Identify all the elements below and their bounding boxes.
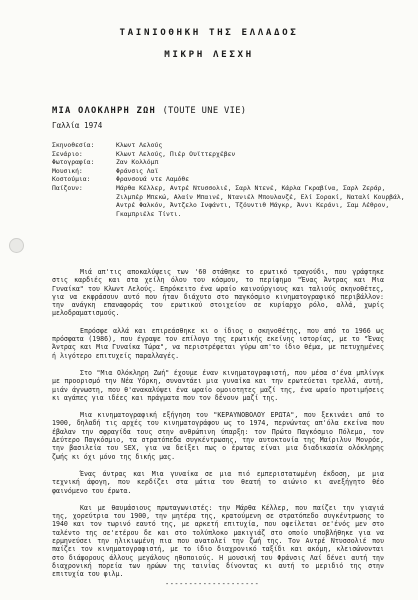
film-original-title: (TOUTE UNE VIE) bbox=[162, 106, 247, 116]
credit-role: Σκηνοθεσία: bbox=[52, 141, 95, 149]
credit-row bbox=[52, 184, 416, 218]
credit-value: Μάρθα Κέλλερ, Αντρέ Ντυσσολιέ, Σαρλ Ντενέ, Κάρλα Γκραβίνα, Σαρλ Ζεράρ, Ζιλμπέρ Μπεκώ, Αλαίν Μπαινέ, Ντανιέλ Μπουλανζέ, Ελί Σορακί, Ναταλί Κουρβάλ, Αντρέ Φαλκόν, Άντζελο Ινφάντι, Τζόυντιθ Μάγκρ, Άννι Κεράνι, Σαμ Λέθρον, Γκαμπριέλε Τίντι. bbox=[116, 183, 405, 218]
credit-value: Φράνσις Λαϊ bbox=[116, 166, 159, 175]
punch-hole bbox=[9, 238, 24, 253]
paragraph: Και με θαυμάσιους πρωταγωνιστές: την Μάρθα Κέλλερ, που παίζει την γιαγιά της, χορεύτρια του 1900, την μητέρα της, κρατούμενη σε στρατόπεδο συγκέντρωσης το 1940 και τον τωρινό εαυτό της, με αρκετή επιτυχία, που οφείλεται σε'ένός μεν στο ταλέντο της σε'ετέρου δε και στο τολύπλοκο μακιγιάζ στο οποίο υποβλήθηκε για να ερμηνεύσει την ηλικιωμένη πια που ανατολεί την ζωή της. Τον Αντρέ Ντυσσολιέ που παίζει τον κινηματογραφιστή, με το ίδιο διαχρονικό ταξίδι και ακόμη, κλεισώνονται στο διάφορους άλλους μεγάλους ηθοποιούς. Η μουσική του Φράνσις Λαί δένει αυτή την διαχρονική πορεία των ηρώων της ταινίας δίνοντας κι αυτή το μεριδιό της στην επιτυχία του φιλμ. bbox=[52, 503, 384, 579]
paragraph: Μιά απ'τις αποκαλύψεις των '60 στάθηκε το ερωτικό τραγούδι, που γράφτηκε στις καρδιές και στα χείλη όλου του κόσμου, το περίφημο "Ένας Άντρας και Μια Γυναίκα" του Κλωντ Λελούς. Επρόκειτο ένα ωραίο καινούργιους και ταλιούς σκηνοθέτες, για να εκφράσουν αυτό που ήταν διάχυτο στο παγκόσμιο κινηματογραφικό περιβάλλον: την ανάγκη επαναφοράς του ερωτικού στοιχείου σε κυρίαρχο ρόλο, αλλά, χωρίς μελοδραματισμούς. bbox=[52, 268, 384, 318]
credit-value: Κλωντ Λελούς bbox=[116, 141, 163, 149]
credits-block bbox=[52, 141, 416, 218]
paragraph: Επρόσφε αλλά και επιρεάσθηκε κι ο ίδιος ο σκηνοθέτης, που από το 1966 ως πρόσφατα (1986), που έγραψε τον επίλογο της ερωτικής εκείνης ιστορίας, με το "Ένας Άντρας και Μια Γυναίκα Τώρα", να περιστρέφεται γύρω απ'το ίδιο θέμα, με πετυχημένες ή λιγότερο επιτυχείς παραλλαγές. bbox=[52, 326, 384, 360]
credit-value: Φρανσουά ντε Λαμόθε bbox=[116, 175, 190, 184]
header-line-1: ΤΑΙΝΙΟΘΗΚΗ ΤΗΣ ΕΛΛΑΔΟΣ bbox=[119, 27, 299, 38]
credit-row bbox=[52, 167, 416, 176]
credit-value: Ζαν Κολλόμπ bbox=[116, 158, 159, 167]
paragraph: Μια κινηματογραφική εξήγηση του "ΚΕΡΑΥΝΟΒΟΛΟΥ ΕΡΩΤΑ", που ξεκινάει από το 1900, δηλαδή τις αρχές του κινηματογράφου ως το 1974, περνώντας απ'όλα εκείνα που έβαλαν την σφραγίδα τους στην ανθρώπινη ύπαρξη: τον Πρώτο Παγκόσμιο Πόλεμο, τον Δεύτερο Παγκόσμιο, τα στρατόπεδα συγκέντρωσης, την αυτοκτονία της Μαίριλυν Μονρόε, την βασιλεία του SEX, για να δείξει πως ο έρωτας είναι μια διαδικασία ολόκληρης ζωής κι όχι μόνο της δικής μας. bbox=[52, 411, 384, 461]
credit-role: Σενάριο: bbox=[52, 149, 83, 158]
article-body bbox=[52, 268, 384, 588]
credit-role: Φωτογραφία: bbox=[52, 158, 95, 167]
paragraph: Ένας άντρας και Μια γυναίκα σε μια πιό εμπεριστατωμένη έκδοση, με μια τεχνική άφογη, που κερδίζει στα μάτια του θεατή το αιώνιο κι ανεξήγητο θέο φαινόμενο του έρωτα. bbox=[52, 469, 384, 495]
paragraph: Στο "Μια Ολόκληρη Ζωή" έχουμε έναν κινηματογραφιστή, που μέσα σ'ένα μπλίνγκ με προορισμό την Νέα Υόρκη, συναντάει μια γυναίκα και την ερωτεύεται τρελλά, αυτή, μιάν άγνωστη, που θ'ανακαλύψει ένα ωραίο ομοιοτητες μαζί της, ένα ωραίο προτιμήσεις κι αγάπες για ιδέες και πράγματα που τον δένουν μαζί της. bbox=[52, 368, 384, 402]
footer-rule: -------------------- bbox=[165, 580, 260, 588]
film-title-greek: ΜΙΑ ΟΛΟΚΛΗΡΗ ΖΩΗ bbox=[52, 106, 156, 116]
credit-row bbox=[52, 175, 416, 184]
credit-row bbox=[52, 150, 416, 159]
credit-role: Κοστούμια: bbox=[52, 175, 91, 184]
credit-role: Παίζουν: bbox=[52, 183, 83, 192]
film-origin: Γαλλία 1974 bbox=[52, 121, 103, 130]
credit-row bbox=[52, 141, 416, 150]
credit-value: Κλωντ Λελούς, Πιέρ Ουϊττερχέβεν bbox=[116, 149, 236, 158]
credit-role: Μουσική: bbox=[52, 166, 83, 175]
document-header bbox=[0, 27, 418, 71]
film-title bbox=[52, 106, 246, 116]
header-line-2: ΜΙΚΡΗ ΛΕΣΧΗ bbox=[164, 49, 254, 60]
credit-row bbox=[52, 158, 416, 167]
